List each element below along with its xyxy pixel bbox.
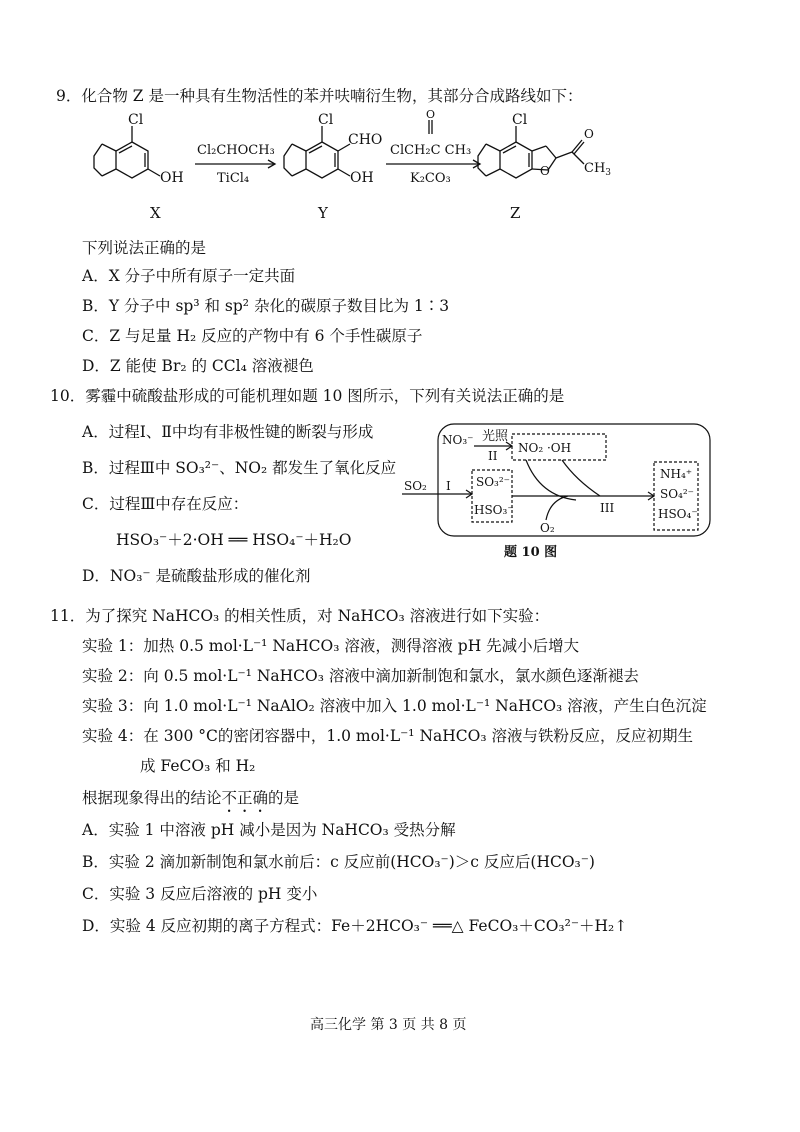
fig-nh4: NH₄⁺: [660, 467, 693, 481]
q9-synthesis-scheme: [90, 108, 612, 228]
molecule-y: [284, 126, 350, 178]
q11-option-a: A．实验 1 中溶液 pH 减小是因为 NaHCO₃ 受热分解: [82, 821, 456, 839]
q11-prompt-emphasis: 不正确: [221, 789, 269, 807]
q11-exp1: 实验 1：加热 0.5 mol·L⁻¹ NaHCO₃ 溶液，测得溶液 pH 先减小后增大: [82, 637, 580, 655]
fig-ii: II: [488, 449, 498, 463]
reagent-2-bottom: K₂CO₃: [410, 171, 451, 186]
q11-exp3: 实验 3：向 1.0 mol·L⁻¹ NaAlO₂ 溶液中加入 1.0 mol·L⁻¹ NaHCO₃ 溶液，产生白色沉淀: [82, 697, 707, 715]
arrow-oh-curve: [562, 460, 600, 496]
fig-no2-oh: NO₂ ·OH: [518, 441, 572, 455]
arrow-o2-curve: [546, 496, 568, 520]
page-footer: 高三化学 第 3 页 共 8 页: [310, 1017, 467, 1033]
reagent-2-top: ClCH₂C CH₃: [390, 143, 472, 158]
y-oh-label: OH: [350, 170, 374, 186]
q9-prompt: 下列说法正确的是: [82, 239, 207, 257]
reagent-2-carbonyl-o: O: [426, 108, 436, 121]
z-methyl-label: $CH_3$: [584, 161, 612, 178]
y-cho-label: CHO: [348, 132, 383, 148]
fig-guangzhao: 光照: [482, 429, 509, 444]
molecule-z: [478, 126, 584, 178]
fig-o2: O₂: [540, 521, 555, 535]
fig-hso4: HSO₄⁻: [658, 507, 698, 521]
z-ring-o-label: O: [540, 164, 550, 178]
q9-stem: 9．化合物 Z 是一种具有生物活性的苯并呋喃衍生物，其部分合成路线如下：: [56, 87, 583, 105]
x-cl-label: Cl: [128, 112, 144, 128]
fig-so2: SO₂: [404, 479, 427, 493]
q10-option-c-equation: HSO₃⁻＋2·OH ══ HSO₄⁻＋H₂O: [116, 531, 352, 549]
q11-option-c: C．实验 3 反应后溶液的 pH 变小: [82, 885, 318, 903]
fig-i: I: [446, 479, 451, 493]
fig-hso3: HSO₃⁻: [474, 503, 514, 517]
molecule-x: [94, 126, 160, 178]
q10-option-c: C．过程Ⅲ中存在反应：: [82, 495, 249, 513]
z-cl-label: Cl: [512, 112, 528, 128]
fig-so3: SO₃²⁻: [476, 475, 511, 489]
z-carbonyl-o-label: O: [584, 127, 594, 141]
q9-option-d: D．Z 能使 Br₂ 的 CCl₄ 溶液褪色: [82, 357, 314, 375]
q11-option-d: D．实验 4 反应初期的离子方程式：Fe＋2HCO₃⁻ ══△ FeCO₃＋CO₃²⁻＋H₂↑: [82, 917, 628, 935]
label-y: Y: [318, 204, 328, 222]
q10-option-d: D．NO₃⁻ 是硫酸盐形成的催化剂: [82, 567, 311, 585]
y-cl-label: Cl: [318, 112, 334, 128]
q10-stem: 10．雾霾中硫酸盐形成的可能机理如题 10 图所示，下列有关说法正确的是: [50, 387, 565, 405]
fig-caption: 题 10 图: [504, 545, 558, 560]
label-x: X: [150, 204, 161, 222]
reagent-1-top: Cl₂CHOCH₃: [197, 143, 275, 158]
q9-option-b: B．Y 分子中 sp³ 和 sp² 杂化的碳原子数目比为 1∶3: [82, 297, 450, 315]
reagent-1-bottom: TiCl₄: [217, 171, 250, 186]
q10-mechanism-figure: [400, 420, 720, 560]
q11-stem: 11．为了探究 NaHCO₃ 的相关性质，对 NaHCO₃ 溶液进行如下实验：: [50, 607, 550, 625]
q11-exp2: 实验 2：向 0.5 mol·L⁻¹ NaHCO₃ 溶液中滴加新制饱和氯水，氯水颜色逐渐褪去: [82, 667, 639, 685]
q9-option-c: C．Z 与足量 H₂ 反应的产物中有 6 个手性碳原子: [82, 327, 423, 345]
fig-no3: NO₃⁻: [442, 433, 474, 447]
q11-prompt: 根据现象得出的结论不正确的是: [82, 789, 300, 807]
fig-so4: SO₄²⁻: [660, 487, 695, 501]
q10-option-a: A．过程Ⅰ、Ⅱ中均有非极性键的断裂与形成: [82, 423, 374, 441]
x-oh-label: OH: [160, 170, 184, 186]
label-z: Z: [510, 204, 521, 222]
q11-exp4-line1: 实验 4：在 300 °C的密闭容器中，1.0 mol·L⁻¹ NaHCO₃ 溶液与铁粉反应，反应初期生: [82, 727, 693, 745]
q9-option-a: A．X 分子中所有原子一定共面: [82, 267, 296, 285]
q11-option-b: B．实验 2 滴加新制饱和氯水前后：c 反应前(HCO₃⁻)＞c 反应后(HCO₃⁻): [82, 853, 595, 871]
fig-iii: III: [600, 501, 615, 515]
q10-option-b: B．过程Ⅲ中 SO₃²⁻、NO₂ 都发生了氧化反应: [82, 459, 397, 477]
q11-exp4-line2: 成 FeCO₃ 和 H₂: [140, 757, 256, 775]
arrow-no2-curve: [526, 460, 576, 500]
